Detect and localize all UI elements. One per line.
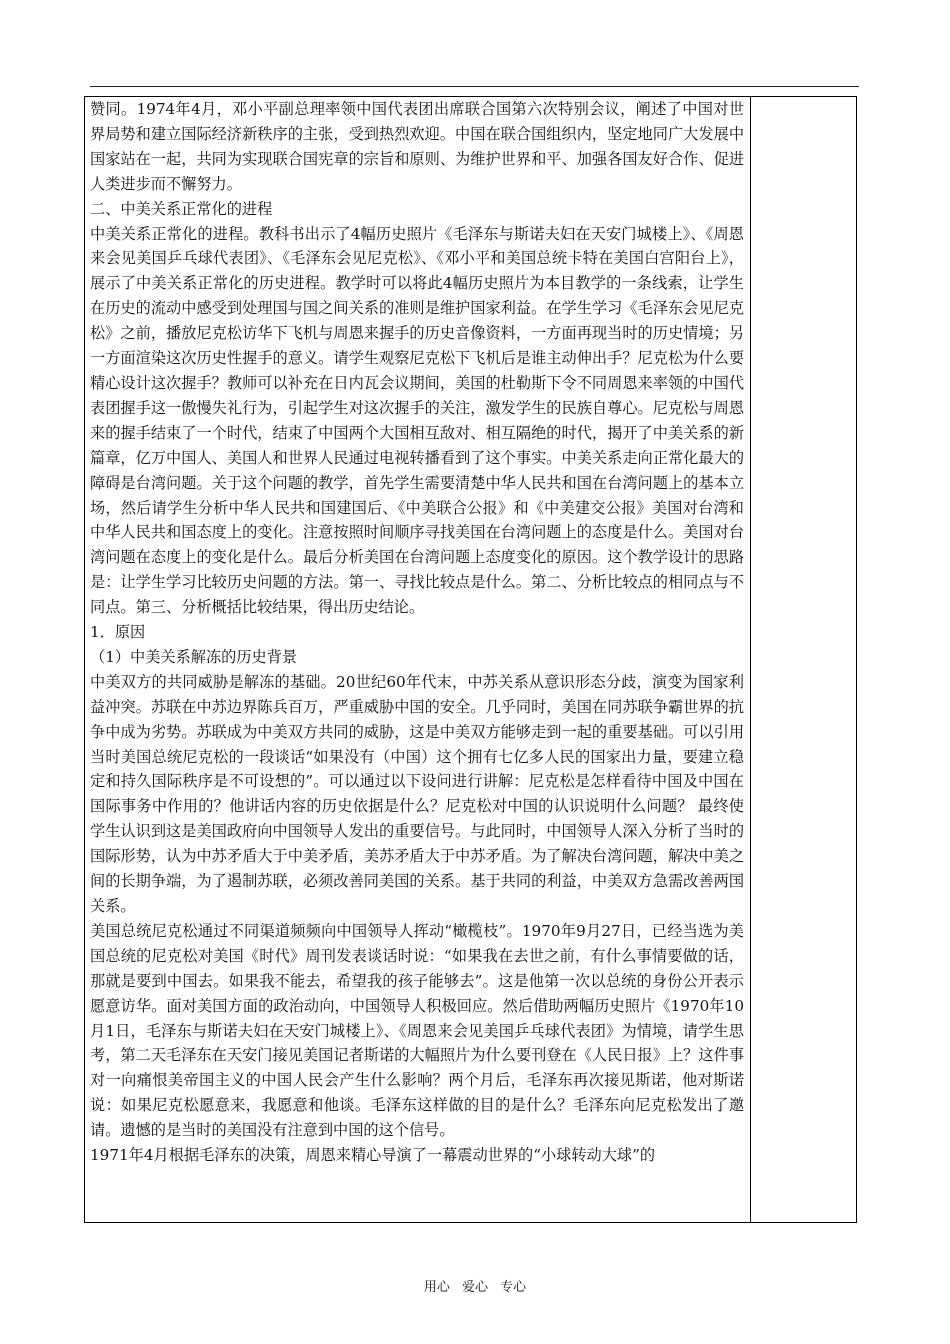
- page-footer: 用心 爱心 专心: [423, 1280, 527, 1295]
- paragraph-olive-branch: 美国总统尼克松通过不同渠道频频向中国领导人挥动“橄榄枝”。1970年9月27日，已经当选为美国总统的尼克松对美国《时代》周刊发表谈话时说：“如果我在去世之前，有什么事情要做的话，那就是要到中国去。如果我不能去，希望我的孩子能够去”。这是他第一次以总统的身份公开表示愿意访华。面对美国方面的政治动向，中国领导人积极回应。然后借助两幅历史照片《1970年10月1日，毛泽东与斯诺夫妇在天安门城楼上》、《周恩来会见美国乒乓球代表团》为情境，请学生思考，第二天毛泽东在天安门接见美国记者斯诺的大幅照片为什么要刊登在《人民日报》上？这件事对一向痛恨美帝国主义的中国人民会产生什么影响？两个月后，毛泽东再次接见斯诺，他对斯诺说：如果尼克松愿意来，我愿意和他谈。毛泽东这样做的目的是什么？毛泽东向尼克松发出了邀请。遗憾的是当时的美国没有注意到中国的这个信号。: [90, 921, 744, 1140]
- paragraph-common-threat: 中美双方的共同威胁是解冻的基础。20世纪60年代末，中苏关系从意识形态分歧，演变为国家利益冲突。苏联在中苏边界陈兵百万，严重威胁中国的安全。几乎同时，美国在同苏联争霸世界的抗争中成为劣势。苏联成为中美双方共同的威胁，这是中美双方能够走到一起的重要基础。可以引用当时美国总统尼克松的一段谈话“如果没有（中国）这个拥有七亿多人民的国家出力量，要建立稳定和持久国际秩序是不可设想的”。可以通过以下设问进行讲解：尼克松是怎样看待中国及中国在国际事务中作用的？他讲话内容的历史依据是什么？尼克松对中国的认识说明什么问题？ 最终使学生认识到这是美国政府向中国领导人发出的重要信号。与此同时，中国领导人深入分析了当时的国际形势，认为中苏矛盾大于中美矛盾，美苏矛盾大于中苏矛盾。为了解决台湾问题，解决中美之间的长期争端，为了遏制苏联，必须改善同美国的关系。基于共同的利益，中美双方急需改善两国关系。: [90, 672, 744, 915]
- subheading-background: （1）中美关系解冻的历史背景: [90, 647, 298, 666]
- table-content-cell: [90, 97, 744, 1168]
- table-column-divider: [750, 96, 751, 1223]
- paragraph-normalization-process: 中美关系正常化的进程。教科书出示了4幅历史照片《毛泽东与斯诺夫妇在天安门城楼上》、《周恩来会见美国乒乓球代表团》、《毛泽东会见尼克松》、《邓小平和美国总统卡特在美国白宫阳台上》，展示了中美关系正常化的历史进程。教学时可以将此4幅历史照片为本目教学的一条线索，让学生在历史的流动中感受到处理国与国之间关系的准则是维护国家利益。在学生学习《毛泽东会见尼克松》之前，播放尼克松访华下飞机与周恩来握手的历史音像资料，一方面再现当时的历史情境；另一方面渲染这次历史性握手的意义。请学生观察尼克松下飞机后是谁主动伸出手？尼克松为什么要精心设计这次握手？教师可以补充在日内瓦会议期间，美国的杜勒斯下令不同周恩来率领的中国代表团握手这一傲慢失礼行为，引起学生对这次握手的关注，激发学生的民族自尊心。尼克松与周恩来的握手结束了一个时代，结束了中国两个大国相互敌对、相互隔绝的时代，揭开了中美关系的新篇章，亿万中国人、美国人和世界人民通过电视转播看到了这个事实。中美关系走向正常化最大的障碍是台湾问题。关于这个问题的教学，首先学生需要清楚中华人民共和国在台湾问题上的基本立场，然后请学生分析中华人民共和国建国后、《中美联合公报》和《中美建交公报》美国对台湾和中华人民共和国态度上的变化。注意按照时间顺序寻找美国在台湾问题上的态度是什么。美国对台湾问题在态度上的变化是什么。最后分析美国在台湾问题上态度变化的原因。这个教学设计的思路是：让学生学习比较历史问题的方法。第一、寻找比较点是什么。第二、分析比较点的相同点与不同点。第三、分析概括比较结果，得出历史结论。: [90, 224, 744, 617]
- paragraph-ping-pong: 1971年4月根据毛泽东的决策，周恩来精心导演了一幕震动世界的“小球转动大球”的: [90, 1146, 656, 1165]
- section-heading: 二、中美关系正常化的进程: [90, 199, 273, 218]
- subheading-cause: 1．原因: [90, 623, 146, 642]
- paragraph-un-session: 赞同。1974年4月，邓小平副总理率领中国代表团出席联合国第六次特别会议，阐述了中国对世界局势和建立国际经济新秩序的主张，受到热烈欢迎。中国在联合国组织内，坚定地同广大发展中国家站在一起，共同为实现联合国宪章的宗旨和原则、为维护世界和平、加强各国友好合作、促进人类进步而不懈努力。: [90, 100, 744, 193]
- header-rule: [90, 86, 859, 87]
